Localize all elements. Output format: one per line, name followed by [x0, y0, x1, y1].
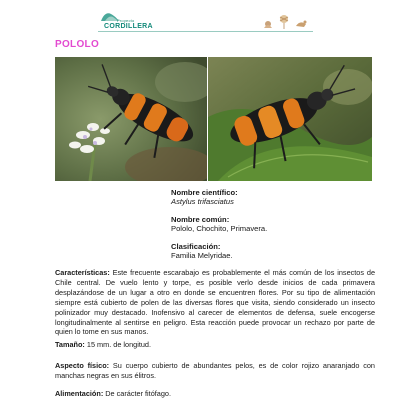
logo-tagline: Proyecto: [117, 18, 135, 23]
characteristics-text: Este frecuente escarabajo es probablemente el más común de los insectos de Chile central. De vuelo lento y torpe, es posible verlo desde inicios de cada primavera desplazándose de un lugar a otro en donde se encuentren flores. Por su tipo de alimentación siempre está cubierto de polen de las diversas flores que visita, siendo considerado un insecto polinizador muy destacado. Inofensivo al carecer de elementos de defensa, suele encogerse longitudinalmente al sentirse en peligro. Esta reacción puede provocar un rechazo por parte de quien lo tome en sus manos.: [55, 268, 375, 337]
cordillera-logo: [100, 8, 170, 32]
size-paragraph: [55, 340, 375, 350]
appearance-label: Aspecto físico:: [55, 361, 110, 370]
diet-paragraph: [55, 389, 375, 399]
page-title: POLOLO: [55, 39, 100, 50]
appearance-text: Su cuerpo cubierto de abundantes pelos, es de color rojizo anaranjado con manchas negras en sus élitros.: [55, 361, 375, 380]
classification-value: Familia Melyridae.: [171, 251, 233, 261]
classification-label: Clasificación:: [171, 241, 221, 251]
diet-text: De carácter fitófago.: [105, 389, 171, 398]
header-divider: [98, 31, 313, 32]
common-name-label: Nombre común:: [171, 214, 230, 224]
characteristics-paragraph: [55, 268, 375, 337]
beetle-photo-left: [55, 57, 207, 181]
species-facts: [171, 188, 371, 268]
classification-block: [171, 242, 371, 261]
scientific-name-label: Nombre científico:: [171, 188, 238, 197]
nature-decoration-icon: [262, 12, 310, 30]
size-label: Tamaño:: [55, 340, 85, 349]
common-name-value: Pololo, Chochito, Primavera.: [171, 224, 268, 234]
beetle-photo-right: [208, 57, 372, 181]
characteristics-label: Características:: [55, 268, 110, 277]
size-text: 15 mm. de longitud.: [86, 340, 151, 349]
appearance-paragraph: [55, 361, 375, 381]
common-name-block: [171, 215, 371, 234]
scientific-name-value: Astylus trifasciatus: [171, 197, 234, 207]
page-header: [0, 0, 400, 34]
logo-name: CORDILLERA: [104, 23, 153, 30]
scientific-name-block: [171, 188, 371, 207]
diet-label: Alimentación:: [55, 389, 104, 398]
